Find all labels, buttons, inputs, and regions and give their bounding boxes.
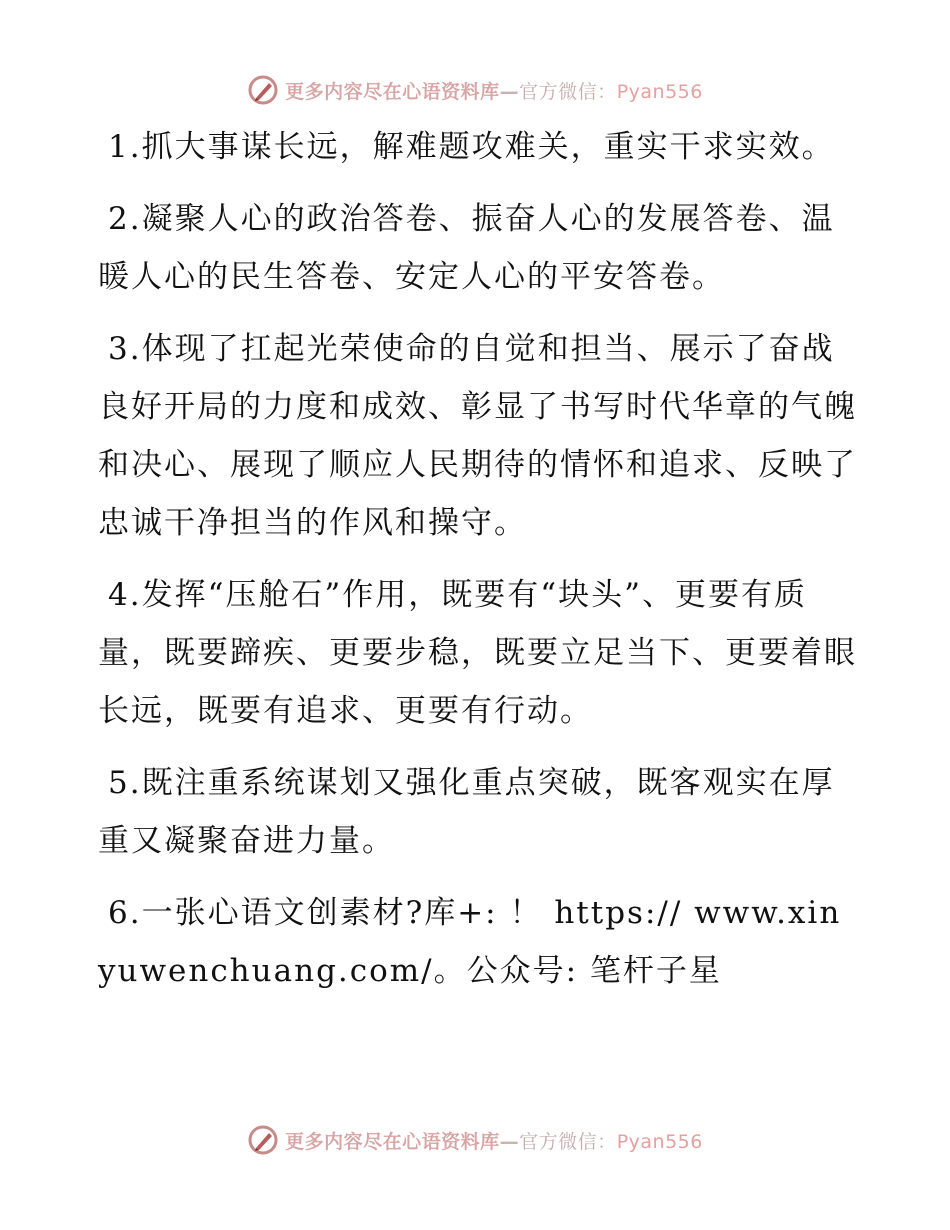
list-item: 3.体现了扛起光荣使命的自觉和担当、展示了奋战良好开局的力度和成效、彰显了书写时代华章的气魄和决心、展现了顺应人民期待的情怀和追求、反映了忠诚干净担当的作风和操守。 bbox=[98, 331, 857, 541]
list-item: 1.抓大事谋长远，解难题攻难关，重实干求实效。 bbox=[108, 129, 835, 165]
banner-text bbox=[285, 1127, 703, 1154]
banner-wechat-label: 官方微信： bbox=[519, 1130, 617, 1153]
footer-banner bbox=[0, 1120, 950, 1160]
banner-slogan: 更多内容尽在心语资料库 bbox=[285, 80, 500, 103]
banner-separator: — bbox=[499, 1130, 520, 1153]
banner-wechat-id: Pyan556 bbox=[616, 80, 703, 103]
banner-wechat-id: Pyan556 bbox=[616, 1130, 703, 1153]
banner-slogan: 更多内容尽在心语资料库 bbox=[285, 1130, 500, 1153]
pen-logo-icon bbox=[247, 74, 279, 106]
banner-separator: — bbox=[499, 80, 520, 103]
header-banner bbox=[0, 70, 950, 110]
banner-text bbox=[285, 77, 703, 104]
banner-wechat-label: 官方微信： bbox=[519, 80, 617, 103]
list-item: 2.凝聚人心的政治答卷、振奋人心的发展答卷、温暖人心的民生答卷、安定人心的平安答卷。 bbox=[98, 201, 835, 295]
list-item: 5.既注重系统谋划又强化重点突破，既客观实在厚重又凝聚奋进力量。 bbox=[98, 765, 835, 859]
document-body bbox=[98, 118, 858, 1014]
pen-logo-icon bbox=[247, 1124, 279, 1156]
list-item: 4.发挥“压舱石”作用，既要有“块头”、更要有质量，既要蹄疾、更要步稳，既要立足当下、更要着眼长远，既要有追求、更要有行动。 bbox=[98, 577, 857, 729]
list-item-url: 6.一张心语文创素材?库+: ！ https:// www.xinyuwenchuang.com/。公众号: 笔杆子星 bbox=[98, 895, 842, 989]
